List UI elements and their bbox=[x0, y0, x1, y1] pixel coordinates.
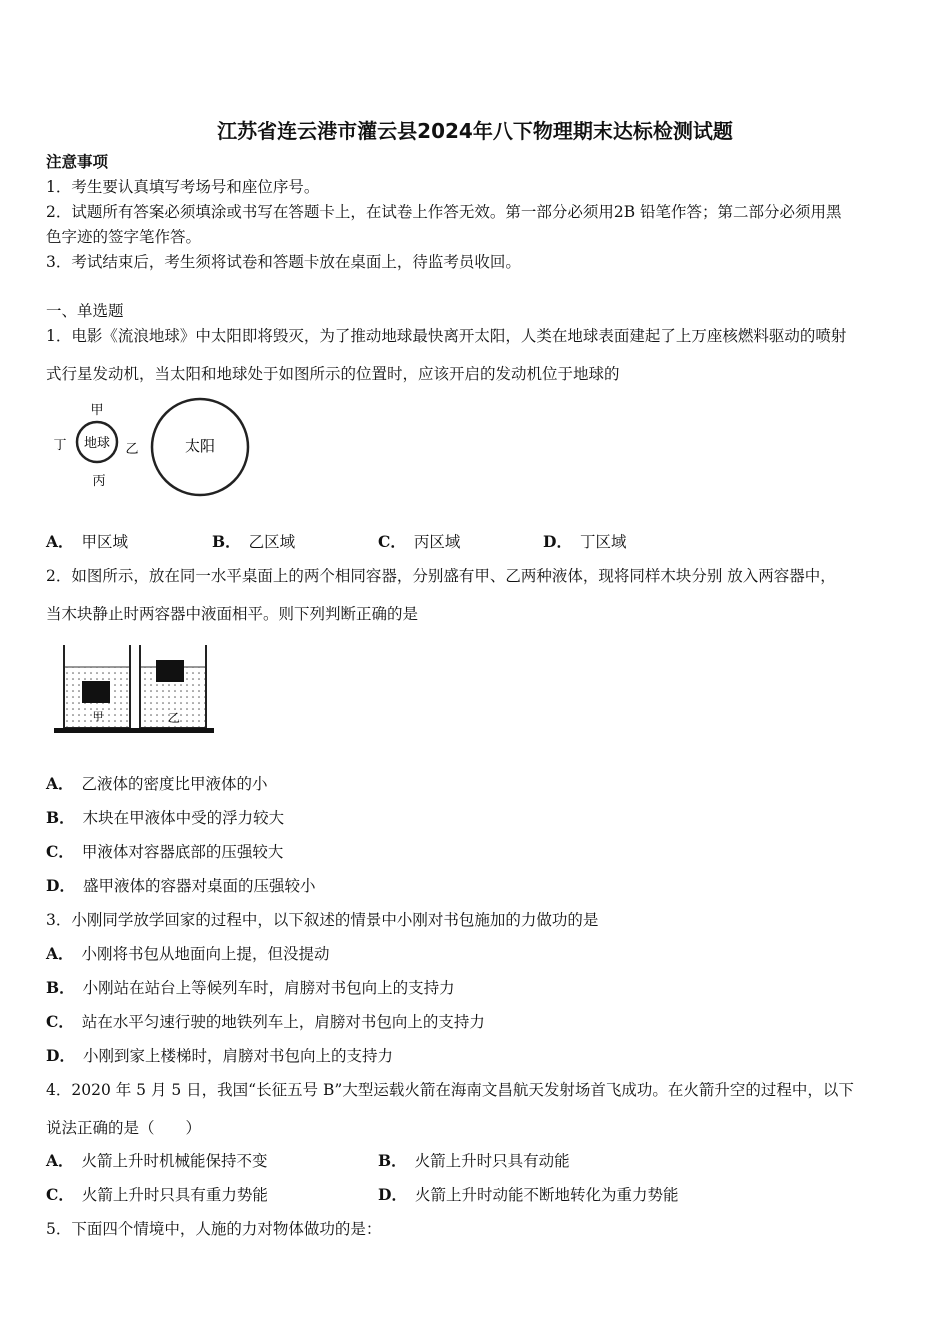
section-heading: 一、单选题 bbox=[46, 302, 124, 320]
block-left bbox=[82, 681, 110, 703]
earth-label: 地球 bbox=[83, 436, 111, 451]
label-jia: 甲 bbox=[90, 403, 104, 418]
label-yi-container: 乙 bbox=[167, 711, 181, 725]
q3-option-a: A． 小刚将书包从地面向上提，但没提动 bbox=[46, 944, 330, 963]
notice-item: 3．考试结束后，考生须将试卷和答题卡放在桌面上，待监考员收回。 bbox=[46, 253, 521, 271]
q4-stem: 4．2020 年 5 月 5 日，我国“长征五号 B”大型运载火箭在海南文昌航天发射场首飞成功。在火箭升空的过程中，以下 bbox=[46, 1081, 854, 1099]
notice-item: 2．试题所有答案必须填涂或书写在答题卡上，在试卷上作答无效。第一部分必须用2B 铅笔作答；第二部分必须用黑 bbox=[46, 203, 842, 221]
block-right bbox=[156, 660, 184, 682]
q2-stem: 2．如图所示，放在同一水平桌面上的两个相同容器，分别盛有甲、乙两种液体，现将同样木块分别 放入两容器中， bbox=[46, 567, 836, 585]
q4-stem: 说法正确的是（ ） bbox=[46, 1119, 202, 1137]
q1-option-b: B． 乙区域 bbox=[212, 532, 296, 551]
q3-option-c: C． 站在水平匀速行驶的地铁列车上，肩膀对书包向上的支持力 bbox=[46, 1012, 485, 1031]
q2-option-d: D． 盛甲液体的容器对桌面的压强较小 bbox=[46, 876, 316, 895]
q3-option-b: B． 小刚站在站台上等候列车时，肩膀对书包向上的支持力 bbox=[46, 978, 455, 997]
label-bing: 丙 bbox=[92, 474, 106, 489]
label-ding: 丁 bbox=[53, 438, 67, 453]
notice-item: 色字迹的签字笔作答。 bbox=[46, 228, 202, 246]
q1-stem: 1．电影《流浪地球》中太阳即将毁灭，为了推动地球最快离开太阳，人类在地球表面建起了上万座核燃料驱动的喷射 bbox=[46, 327, 847, 345]
notice-heading: 注意事项 bbox=[46, 152, 109, 171]
sun-label: 太阳 bbox=[184, 437, 216, 455]
q2-figure bbox=[52, 640, 217, 740]
q4-option-b: B． 火箭上升时只具有动能 bbox=[378, 1151, 570, 1170]
q2-option-b: B． 木块在甲液体中受的浮力较大 bbox=[46, 808, 285, 827]
q3-stem: 3．小刚同学放学回家的过程中，以下叙述的情景中小刚对书包施加的力做功的是 bbox=[46, 911, 599, 929]
q1-figure bbox=[46, 395, 266, 505]
q1-option-d: D． 丁区域 bbox=[543, 532, 627, 551]
q4-option-c: C． 火箭上升时只具有重力势能 bbox=[46, 1185, 268, 1204]
q4-option-a: A． 火箭上升时机械能保持不变 bbox=[46, 1151, 268, 1170]
q1-stem: 式行星发动机，当太阳和地球处于如图所示的位置时，应该开启的发动机位于地球的 bbox=[46, 365, 620, 383]
q5-stem: 5．下面四个情境中，人施的力对物体做功的是： bbox=[46, 1220, 382, 1238]
q4-option-d: D． 火箭上升时动能不断地转化为重力势能 bbox=[378, 1185, 679, 1204]
q1-option-a: A． 甲区域 bbox=[46, 532, 129, 551]
label-yi: 乙 bbox=[125, 442, 139, 457]
q3-option-d: D． 小刚到家上楼梯时，肩膀对书包向上的支持力 bbox=[46, 1046, 393, 1065]
q2-option-a: A． 乙液体的密度比甲液体的小 bbox=[46, 774, 268, 793]
q2-option-c: C． 甲液体对容器底部的压强较大 bbox=[46, 842, 284, 861]
page-title: 江苏省连云港市灌云县2024年八下物理期末达标检测试题 bbox=[217, 119, 733, 143]
q1-option-c: C． 丙区域 bbox=[378, 532, 461, 551]
table-surface bbox=[54, 728, 214, 733]
q2-stem: 当木块静止时两容器中液面相平。则下列判断正确的是 bbox=[46, 605, 419, 623]
label-jia-container: 甲 bbox=[92, 710, 104, 723]
notice-item: 1．考生要认真填写考场号和座位序号。 bbox=[46, 178, 320, 196]
